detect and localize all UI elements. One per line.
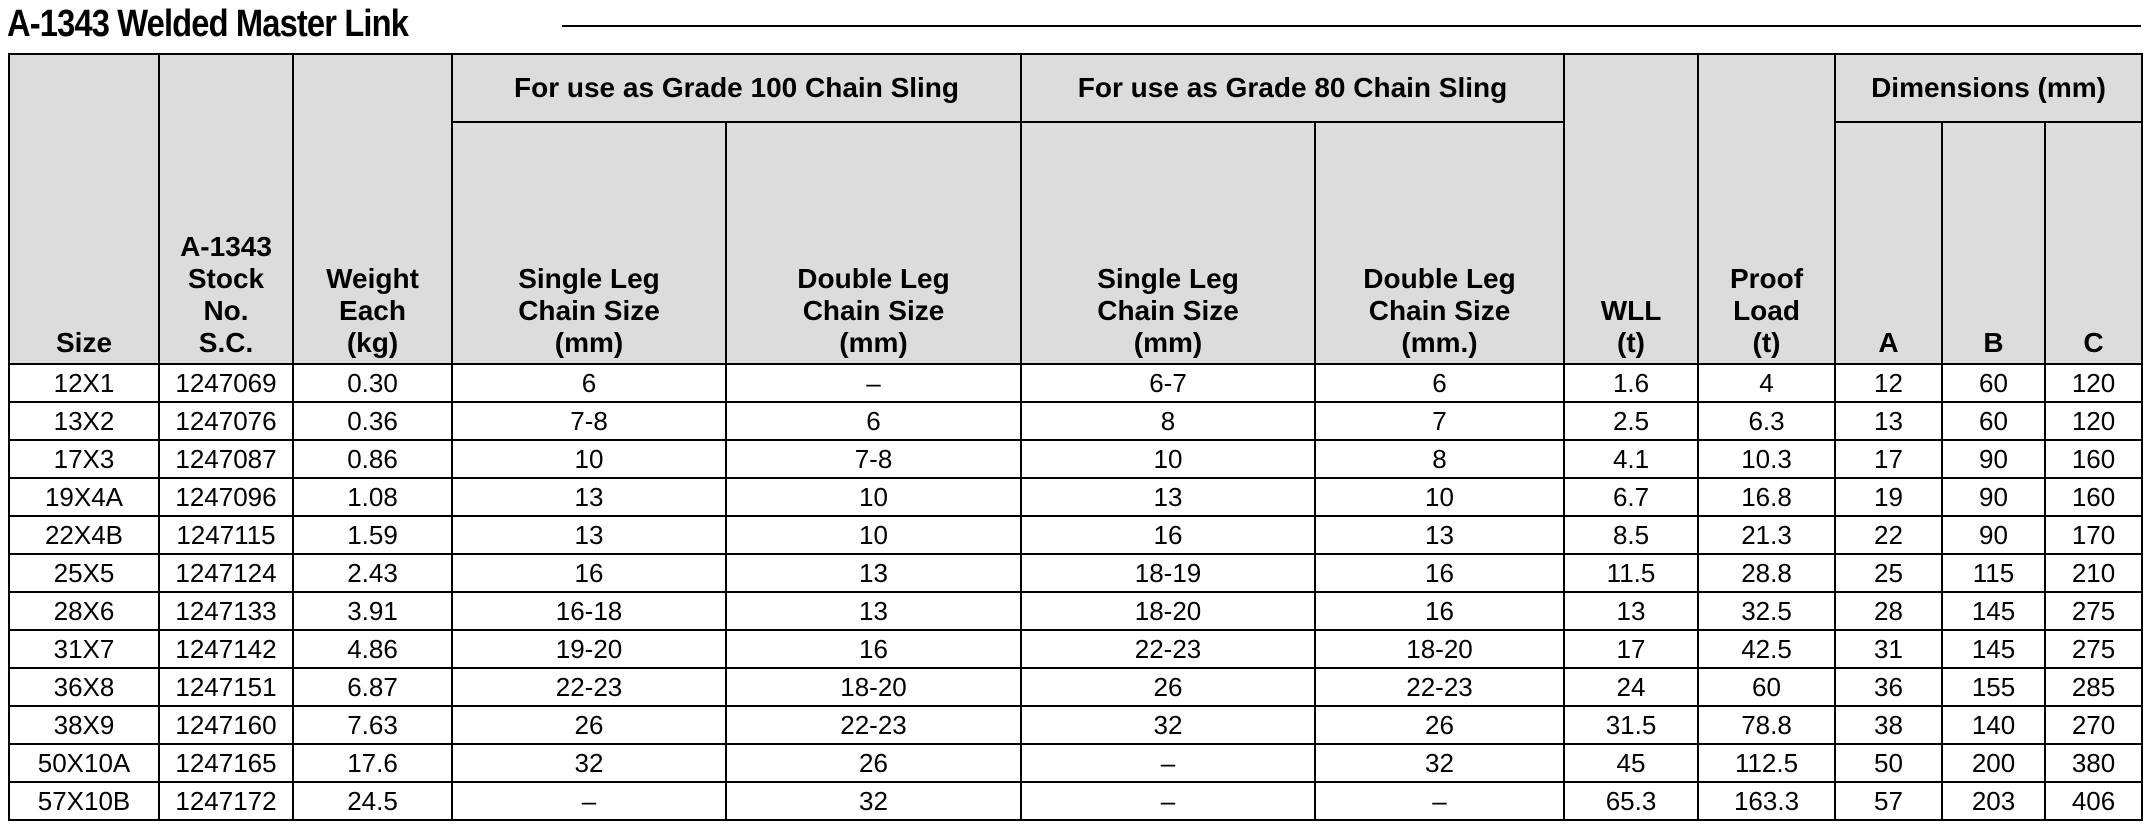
cell-stock-no: 1247096 [159, 478, 293, 516]
cell-g100-double-leg: 26 [726, 744, 1021, 782]
table-row [9, 402, 2142, 440]
table-row [9, 554, 2142, 592]
cell-weight: 4.86 [293, 630, 452, 668]
cell-dim-c: 285 [2045, 668, 2142, 706]
cell-dim-a: 19 [1835, 478, 1942, 516]
table-row [9, 440, 2142, 478]
cell-dim-b: 145 [1942, 630, 2045, 668]
cell-stock-no: 1247124 [159, 554, 293, 592]
cell-size: 31X7 [9, 630, 159, 668]
cell-g80-single-leg: 18-19 [1021, 554, 1315, 592]
cell-g80-single-leg: 10 [1021, 440, 1315, 478]
cell-size: 28X6 [9, 592, 159, 630]
cell-dim-b: 145 [1942, 592, 2045, 630]
title-rule [562, 25, 2141, 27]
cell-dim-a: 25 [1835, 554, 1942, 592]
cell-dim-a: 38 [1835, 706, 1942, 744]
cell-dim-c: 120 [2045, 364, 2142, 402]
cell-proof-load: 28.8 [1698, 554, 1835, 592]
cell-g80-double-leg: 26 [1315, 706, 1564, 744]
cell-wll: 45 [1564, 744, 1698, 782]
table-row [9, 744, 2142, 782]
cell-weight: 3.91 [293, 592, 452, 630]
cell-dim-a: 31 [1835, 630, 1942, 668]
cell-g100-double-leg: 10 [726, 478, 1021, 516]
cell-size: 38X9 [9, 706, 159, 744]
cell-g80-double-leg: 7 [1315, 402, 1564, 440]
cell-dim-c: 380 [2045, 744, 2142, 782]
header-g80-double-leg: Double Leg Chain Size (mm.) [1315, 122, 1564, 364]
cell-g100-double-leg: 7-8 [726, 440, 1021, 478]
cell-g80-single-leg: 8 [1021, 402, 1315, 440]
cell-size: 22X4B [9, 516, 159, 554]
cell-g100-single-leg: 19-20 [452, 630, 726, 668]
cell-stock-no: 1247172 [159, 782, 293, 820]
cell-weight: 1.59 [293, 516, 452, 554]
cell-g100-single-leg: 16-18 [452, 592, 726, 630]
cell-g80-double-leg: 13 [1315, 516, 1564, 554]
cell-weight: 24.5 [293, 782, 452, 820]
table-row [9, 478, 2142, 516]
cell-stock-no: 1247076 [159, 402, 293, 440]
cell-dim-b: 60 [1942, 402, 2045, 440]
header-proof-load: Proof Load (t) [1698, 54, 1835, 364]
cell-stock-no: 1247115 [159, 516, 293, 554]
cell-g80-single-leg: 32 [1021, 706, 1315, 744]
cell-wll: 24 [1564, 668, 1698, 706]
table-row [9, 706, 2142, 744]
cell-g80-double-leg: 22-23 [1315, 668, 1564, 706]
spec-table [8, 53, 2143, 821]
page-title: A-1343 Welded Master Link [7, 2, 409, 45]
cell-dim-c: 406 [2045, 782, 2142, 820]
cell-size: 25X5 [9, 554, 159, 592]
cell-wll: 65.3 [1564, 782, 1698, 820]
cell-g100-double-leg: 22-23 [726, 706, 1021, 744]
cell-size: 50X10A [9, 744, 159, 782]
cell-wll: 11.5 [1564, 554, 1698, 592]
cell-g100-single-leg: 6 [452, 364, 726, 402]
table-row [9, 516, 2142, 554]
cell-wll: 1.6 [1564, 364, 1698, 402]
table-row [9, 782, 2142, 820]
cell-size: 13X2 [9, 402, 159, 440]
cell-g100-single-leg: 26 [452, 706, 726, 744]
cell-wll: 8.5 [1564, 516, 1698, 554]
cell-g80-double-leg: 16 [1315, 592, 1564, 630]
header-grade-80: For use as Grade 80 Chain Sling [1021, 54, 1564, 122]
cell-g100-double-leg: 16 [726, 630, 1021, 668]
header-g80-single-leg: Single Leg Chain Size (mm) [1021, 122, 1315, 364]
table-body [9, 364, 2142, 820]
cell-proof-load: 16.8 [1698, 478, 1835, 516]
cell-g100-single-leg: 22-23 [452, 668, 726, 706]
cell-proof-load: 42.5 [1698, 630, 1835, 668]
cell-stock-no: 1247151 [159, 668, 293, 706]
cell-weight: 0.36 [293, 402, 452, 440]
cell-dim-b: 155 [1942, 668, 2045, 706]
cell-proof-load: 60 [1698, 668, 1835, 706]
table-row [9, 592, 2142, 630]
cell-wll: 17 [1564, 630, 1698, 668]
cell-g80-double-leg: – [1315, 782, 1564, 820]
cell-weight: 6.87 [293, 668, 452, 706]
cell-g100-single-leg: 7-8 [452, 402, 726, 440]
cell-dim-c: 275 [2045, 630, 2142, 668]
cell-dim-b: 90 [1942, 478, 2045, 516]
header-size: Size [9, 54, 159, 364]
cell-dim-a: 28 [1835, 592, 1942, 630]
cell-weight: 17.6 [293, 744, 452, 782]
cell-g100-double-leg: 13 [726, 554, 1021, 592]
cell-weight: 2.43 [293, 554, 452, 592]
cell-size: 12X1 [9, 364, 159, 402]
cell-dim-b: 115 [1942, 554, 2045, 592]
cell-weight: 1.08 [293, 478, 452, 516]
cell-g80-single-leg: 6-7 [1021, 364, 1315, 402]
cell-wll: 13 [1564, 592, 1698, 630]
cell-dim-c: 270 [2045, 706, 2142, 744]
cell-dim-b: 203 [1942, 782, 2045, 820]
cell-proof-load: 78.8 [1698, 706, 1835, 744]
cell-g100-single-leg: 10 [452, 440, 726, 478]
cell-dim-a: 57 [1835, 782, 1942, 820]
cell-stock-no: 1247142 [159, 630, 293, 668]
cell-proof-load: 112.5 [1698, 744, 1835, 782]
cell-proof-load: 6.3 [1698, 402, 1835, 440]
cell-g100-double-leg: 32 [726, 782, 1021, 820]
table-row [9, 630, 2142, 668]
cell-g80-single-leg: 13 [1021, 478, 1315, 516]
cell-g100-double-leg: 6 [726, 402, 1021, 440]
cell-stock-no: 1247160 [159, 706, 293, 744]
cell-wll: 4.1 [1564, 440, 1698, 478]
cell-g100-double-leg: – [726, 364, 1021, 402]
header-g100-double-leg: Double Leg Chain Size (mm) [726, 122, 1021, 364]
cell-proof-load: 32.5 [1698, 592, 1835, 630]
cell-g100-single-leg: 32 [452, 744, 726, 782]
cell-dim-a: 17 [1835, 440, 1942, 478]
cell-wll: 2.5 [1564, 402, 1698, 440]
cell-g80-double-leg: 10 [1315, 478, 1564, 516]
cell-g80-single-leg: 16 [1021, 516, 1315, 554]
cell-g80-single-leg: 26 [1021, 668, 1315, 706]
cell-g100-double-leg: 13 [726, 592, 1021, 630]
cell-weight: 7.63 [293, 706, 452, 744]
header-dim-b: B [1942, 122, 2045, 364]
header-g100-single-leg: Single Leg Chain Size (mm) [452, 122, 726, 364]
cell-g100-double-leg: 18-20 [726, 668, 1021, 706]
cell-g100-single-leg: – [452, 782, 726, 820]
cell-dim-c: 160 [2045, 440, 2142, 478]
cell-weight: 0.30 [293, 364, 452, 402]
cell-dim-b: 90 [1942, 440, 2045, 478]
cell-dim-a: 36 [1835, 668, 1942, 706]
cell-g100-single-leg: 16 [452, 554, 726, 592]
cell-dim-a: 50 [1835, 744, 1942, 782]
cell-proof-load: 4 [1698, 364, 1835, 402]
cell-g80-double-leg: 32 [1315, 744, 1564, 782]
cell-dim-b: 60 [1942, 364, 2045, 402]
cell-size: 36X8 [9, 668, 159, 706]
cell-g80-double-leg: 6 [1315, 364, 1564, 402]
cell-g80-double-leg: 8 [1315, 440, 1564, 478]
cell-g80-single-leg: 18-20 [1021, 592, 1315, 630]
header-dim-a: A [1835, 122, 1942, 364]
table-header [9, 54, 2142, 364]
header-dimensions: Dimensions (mm) [1835, 54, 2142, 122]
table-row [9, 364, 2142, 402]
cell-g80-double-leg: 18-20 [1315, 630, 1564, 668]
cell-dim-c: 170 [2045, 516, 2142, 554]
cell-proof-load: 163.3 [1698, 782, 1835, 820]
header-grade-100: For use as Grade 100 Chain Sling [452, 54, 1021, 122]
cell-dim-a: 22 [1835, 516, 1942, 554]
cell-dim-b: 90 [1942, 516, 2045, 554]
cell-g80-single-leg: – [1021, 744, 1315, 782]
table-row [9, 668, 2142, 706]
cell-g100-single-leg: 13 [452, 516, 726, 554]
cell-stock-no: 1247087 [159, 440, 293, 478]
cell-proof-load: 21.3 [1698, 516, 1835, 554]
cell-proof-load: 10.3 [1698, 440, 1835, 478]
cell-size: 17X3 [9, 440, 159, 478]
header-weight: Weight Each (kg) [293, 54, 452, 364]
cell-g100-double-leg: 10 [726, 516, 1021, 554]
cell-stock-no: 1247069 [159, 364, 293, 402]
header-stock-no: A-1343 Stock No. S.C. [159, 54, 293, 364]
cell-dim-a: 12 [1835, 364, 1942, 402]
cell-wll: 31.5 [1564, 706, 1698, 744]
header-wll: WLL (t) [1564, 54, 1698, 364]
cell-wll: 6.7 [1564, 478, 1698, 516]
cell-size: 57X10B [9, 782, 159, 820]
cell-dim-b: 140 [1942, 706, 2045, 744]
header-dim-c: C [2045, 122, 2142, 364]
title-row [7, 0, 2141, 48]
cell-dim-a: 13 [1835, 402, 1942, 440]
cell-g80-single-leg: 22-23 [1021, 630, 1315, 668]
cell-g80-double-leg: 16 [1315, 554, 1564, 592]
cell-g100-single-leg: 13 [452, 478, 726, 516]
cell-dim-b: 200 [1942, 744, 2045, 782]
cell-dim-c: 210 [2045, 554, 2142, 592]
cell-stock-no: 1247165 [159, 744, 293, 782]
cell-g80-single-leg: – [1021, 782, 1315, 820]
cell-dim-c: 160 [2045, 478, 2142, 516]
cell-stock-no: 1247133 [159, 592, 293, 630]
cell-dim-c: 120 [2045, 402, 2142, 440]
cell-size: 19X4A [9, 478, 159, 516]
cell-weight: 0.86 [293, 440, 452, 478]
cell-dim-c: 275 [2045, 592, 2142, 630]
